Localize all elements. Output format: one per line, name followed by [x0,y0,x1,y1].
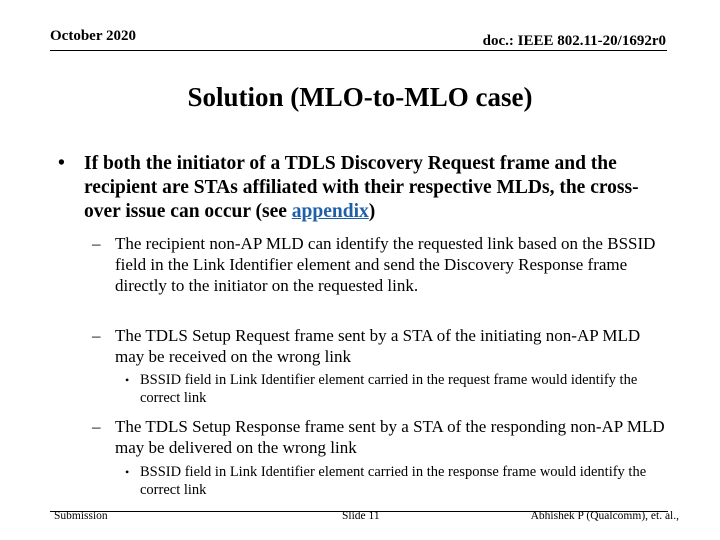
sub-bullet-3 [92,416,672,458]
dash-icon: – [92,417,101,436]
slide-title: Solution (MLO-to-MLO case) [187,82,533,112]
sub-bullet-1 [92,233,672,296]
footer-slide-number: Slide 11 [342,510,380,522]
sub-sub-bullet-1-text: BSSID field in Link Identifier element carried in the request frame would identify the correct link [140,372,638,406]
sub-bullet-2 [92,325,672,367]
dot-icon: • [125,465,130,479]
footer-submission: Submission [54,510,108,522]
sub-sub-bullet-2 [122,463,672,499]
dot-icon: • [125,373,130,387]
bullet-text-end: ) [368,201,376,222]
header-doc-id: doc.: IEEE 802.11-20/1692r0 [482,33,666,49]
sub-sub-bullet-2-text: BSSID field in Link Identifier element carried in the response frame would identify the correct link [140,464,647,498]
bullet-icon: • [58,153,65,174]
header-divider [50,50,667,51]
bullet-text-main: If both the initiator of a TDLS Discovery Request frame and the recipient are STAs affiliated with their respective MLDs, the cross-over issue can occur (see [84,153,639,222]
bullet-level1 [58,152,668,224]
sub-bullet-2-text: The TDLS Setup Request frame sent by a STA of the initiating non-AP MLD may be received on the wrong link [115,326,641,366]
footer-author: Abhishek P (Qualcomm), et. al., [530,510,679,522]
sub-bullet-3-text: The TDLS Setup Response frame sent by a STA of the responding non-AP MLD may be delivered on the wrong link [115,417,665,457]
appendix-link[interactable]: appendix [291,201,369,222]
bullet-text [84,152,668,224]
sub-bullet-1-text: The recipient non-AP MLD can identify the requested link based on the BSSID field in the Link Identifier element and send the Discovery Response frame directly to the initiator on the requested link. [115,234,656,295]
sub-sub-bullet-1 [122,371,672,407]
dash-icon: – [92,326,101,345]
header-date: October 2020 [50,28,136,44]
dash-icon: – [92,234,101,253]
